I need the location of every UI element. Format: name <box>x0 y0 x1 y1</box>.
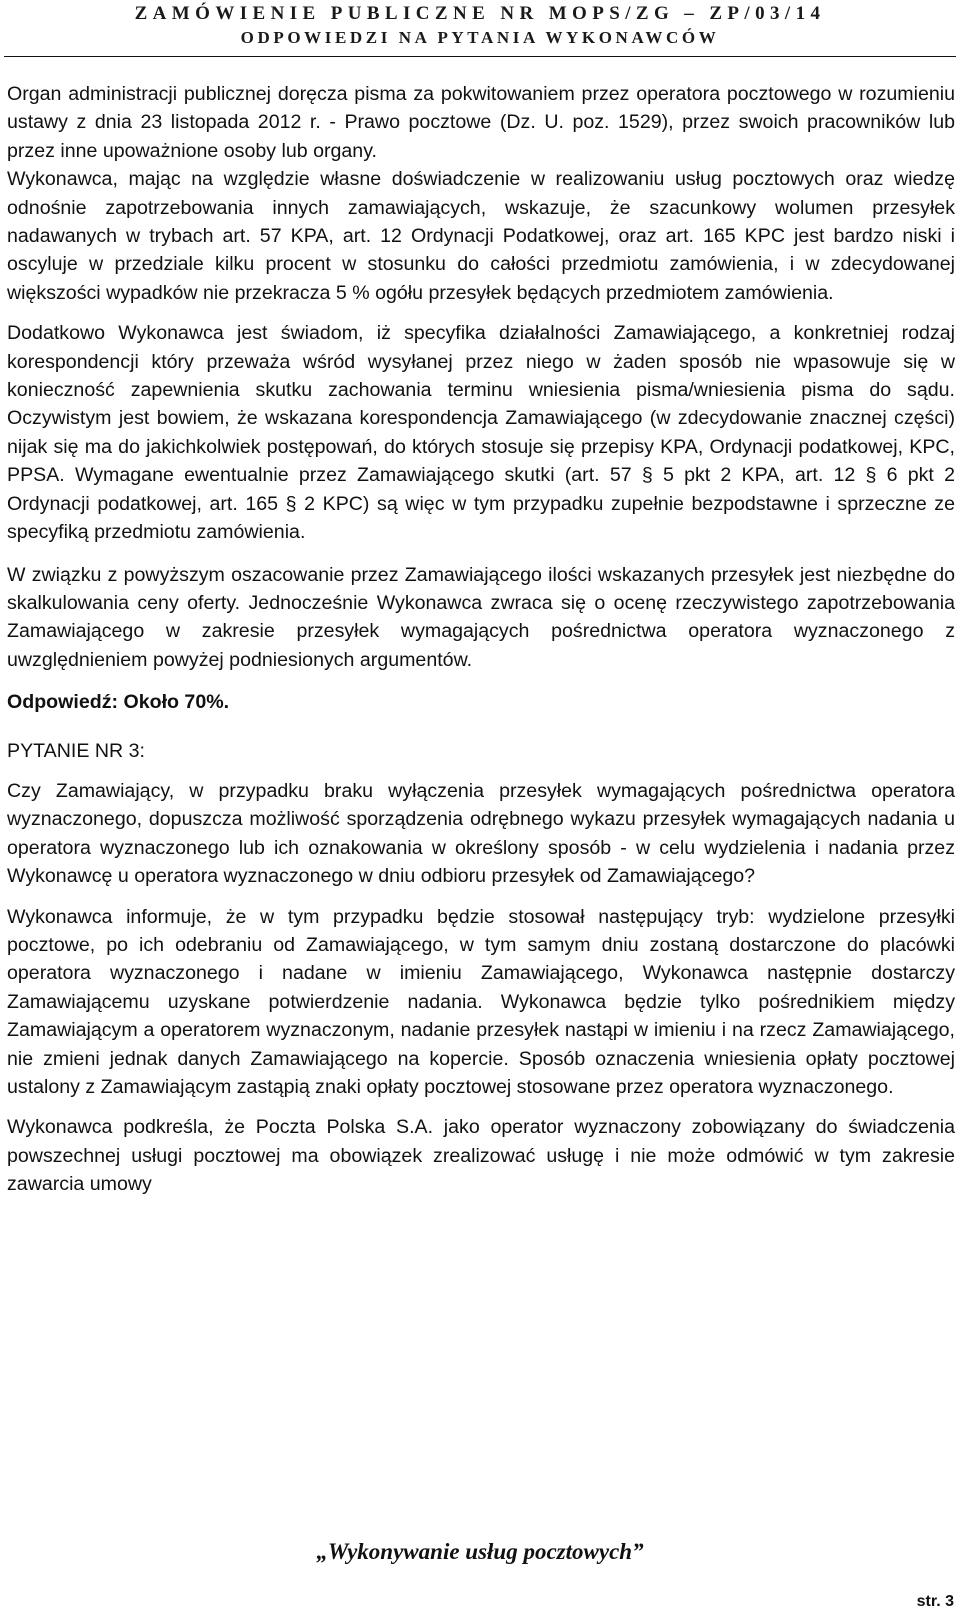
question-3-reply: Wykonawca informuje, że w tym przypadku będzie stosował następujący tryb: wydzielone przesyłki pocztowe, po ich odebraniu od Zamawiającego, w tym samym dniu zostaną dostarczone do placówki operatora wyznaczonego i nadane w imieniu Zamawiającego, Wykonawca następnie dostarczy Zamawiającemu uzyskane potwierdzenie nadania. Wykonawca będzie tylko pośrednikiem między Zamawiającym a operatorem wyznaczonym, nadanie przesyłek nastąpi w imieniu i na rzecz Zamawiającego, nie zmieni jednak danych Zamawiającego na kopercie. Sposób oznaczenia wniesienia opłaty pocztowej ustalony z Zamawiającym zastąpią znaki opłaty pocztowej stosowane przez operatora wyznaczonego. <box>7 905 955 1098</box>
question-3-heading: PYTANIE NR 3: <box>7 739 145 762</box>
page-number: str. 3 <box>916 1593 954 1610</box>
paragraph-specifics: Dodatkowo Wykonawca jest świadom, iż specyfika działalności Zamawiającego, a konkretniej rodzaj korespondencji który przeważa wśród wysyłanej przez niego w żaden sposób nie wpasowuje się w konieczność zapewnienia skutku zachowania terminu wniesienia pisma/wniesienia pisma do sądu. Oczywistym jest bowiem, że wskazana korespondencja Zamawiającego (w zdecydowanie znacznej części) nijak się ma do jakichkolwiek postępowań, do których stosuje się przepisy KPA, Ordynacji podatkowej, KPC, PPSA. Wymagane ewentualnie przez Zamawiającego skutki (art. 57 § 5 pkt 2 KPA, art. 12 § 6 pkt 2 Ordynacji podatkowej, art. 165 § 2 KPC) są więc w tym przypadku zupełnie bezpodstawne i sprzeczne ze specyfiką przedmiotu zamówienia. <box>7 322 955 544</box>
answer-text: Odpowiedź: Około 70%. <box>7 691 230 714</box>
header-divider <box>4 56 956 57</box>
question-3-text: Czy Zamawiający, w przypadku braku wyłączenia przesyłek wymagających pośrednictwa operatora wyznaczonego, dopuszcza możliwość sporządzenia odrębnego wykazu przesyłek wymagających nadania u operatora wyznaczonego lub ich oznakowania w określony sposób - w celu wydzielenia i nadania przez Wykonawcę u operatora wyznaczonego w dniu odbioru przesyłek od Zamawiającego? <box>7 779 955 888</box>
footer-title: „Wykonywanie usług pocztowych” <box>316 1539 644 1564</box>
question-3-reply-continued: Wykonawca podkreśla, że Poczta Polska S.A. jako operator wyznaczony zobowiązany do świadczenia powszechnej usługi pocztowej ma obowiązek zrealizować usługę i nie może odmówić w tym zakresie zawarcia umowy <box>7 1116 955 1196</box>
paragraph-request: W związku z powyższym oszacowanie przez Zamawiającego ilości wskazanych przesyłek jest niezbędne do skalkulowania ceny oferty. Jednocześnie Wykonawca zwraca się o ocenę rzeczywistego zapotrzebowania Zamawiającego w zakresie przesyłek wymagających pośrednictwa operatora wyznaczonego z uwzględnieniem powyżej podniesionych argumentów. <box>7 563 955 671</box>
paragraph-contractor-estimate: Wykonawca, mając na względzie własne doświadczenie w realizowaniu usług pocztowych oraz wiedzę odnośnie zapotrzebowania innych zamawiających, wskazuje, że szacunkowy wolumen przesyłek nadawanych w trybach art. 57 KPA, art. 12 Ordynacji Podatkowej, oraz art. 165 KPC jest bardzo niski i oscyluje w przedziale kilku procent w stosunku do całości przedmiotu zamówienia, i w zdecydowanej większości wypadków nie przekracza 5 % ogółu przesyłek będących przedmiotem zamówienia. <box>7 168 955 304</box>
paragraph-delivery: Organ administracji publicznej doręcza pisma za pokwitowaniem przez operatora pocztowego w rozumieniu ustawy z dnia 23 listopada 2012 r. - Prawo pocztowe (Dz. U. poz. 1529), przez swoich pracowników lub przez inne upoważnione osoby lub organy. <box>7 83 955 162</box>
document-body <box>7 80 955 1199</box>
header-subtitle: ODPOWIEDZI NA PYTANIA WYKONAWCÓW <box>240 28 720 47</box>
header-title: ZAMÓWIENIE PUBLICZNE NR MOPS/ZG – ZP/03/14 <box>134 3 826 24</box>
